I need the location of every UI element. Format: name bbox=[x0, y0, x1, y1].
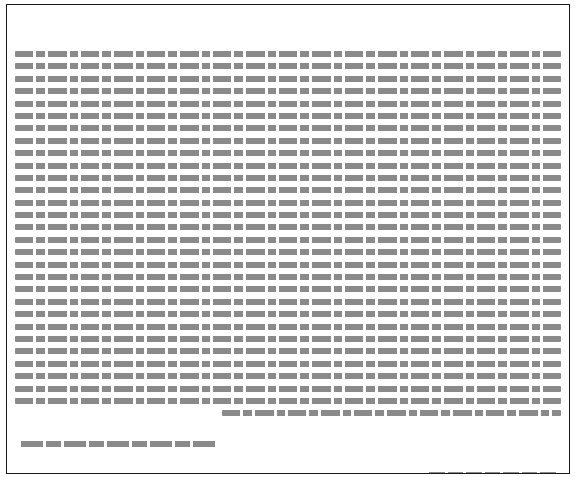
text-line bbox=[15, 88, 561, 94]
text-line bbox=[15, 212, 561, 218]
notice-body bbox=[15, 49, 561, 425]
text-line bbox=[15, 63, 561, 69]
text-line bbox=[15, 224, 561, 230]
signature-row bbox=[17, 437, 559, 451]
text-line bbox=[15, 324, 561, 330]
text-line bbox=[15, 286, 561, 292]
text-line bbox=[15, 187, 561, 193]
text-line bbox=[15, 51, 561, 57]
footer-placeholder bbox=[429, 472, 559, 474]
text-line bbox=[15, 163, 561, 169]
text-line bbox=[15, 138, 561, 144]
text-line bbox=[15, 237, 561, 243]
text-line bbox=[15, 150, 561, 156]
text-line bbox=[15, 175, 561, 181]
text-line bbox=[15, 398, 561, 404]
text-line-placeholders bbox=[15, 51, 561, 423]
text-line bbox=[15, 299, 561, 305]
text-line bbox=[15, 311, 561, 317]
text-line bbox=[15, 125, 561, 131]
text-line bbox=[15, 348, 561, 354]
text-line bbox=[15, 386, 561, 392]
text-line bbox=[222, 410, 561, 416]
signature-placeholder bbox=[21, 441, 217, 447]
text-line bbox=[15, 200, 561, 206]
notice-title bbox=[15, 10, 561, 28]
notice-subtitle bbox=[15, 28, 561, 46]
text-line bbox=[15, 113, 561, 119]
text-line bbox=[15, 361, 561, 367]
text-line bbox=[15, 336, 561, 342]
text-line bbox=[15, 274, 561, 280]
text-line bbox=[15, 249, 561, 255]
text-line bbox=[15, 76, 561, 82]
notice-frame bbox=[6, 4, 570, 474]
text-line bbox=[15, 101, 561, 107]
text-line bbox=[15, 262, 561, 268]
text-line bbox=[15, 373, 561, 379]
